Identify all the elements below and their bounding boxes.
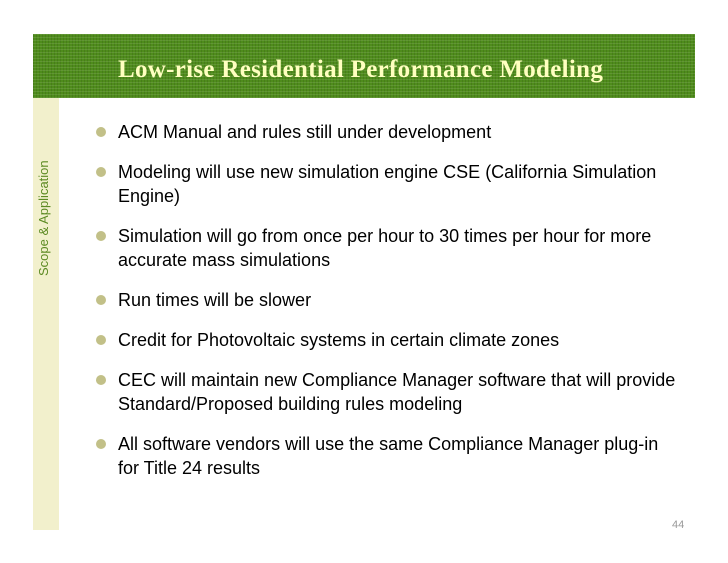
bullet-dot-icon bbox=[96, 375, 106, 385]
bullet-text: Credit for Photovoltaic systems in certain climate zones bbox=[118, 330, 560, 350]
page-number: 44 bbox=[672, 519, 685, 531]
bullet-list bbox=[96, 120, 676, 496]
bullet-item bbox=[96, 368, 676, 416]
bullet-text: CEC will maintain new Compliance Manager software that will provide Standard/Proposed building rules modeling bbox=[118, 370, 676, 414]
bullet-item bbox=[96, 120, 676, 144]
bullet-dot-icon bbox=[96, 295, 106, 305]
slide-title: Low-rise Residential Performance Modeling bbox=[118, 56, 604, 83]
bullet-text: Run times will be slower bbox=[118, 290, 312, 310]
bullet-text: Modeling will use new simulation engine CSE (California Simulation Engine) bbox=[118, 162, 657, 206]
bullet-dot-icon bbox=[96, 439, 106, 449]
bullet-item bbox=[96, 328, 676, 352]
bullet-item bbox=[96, 288, 676, 312]
bullet-dot-icon bbox=[96, 167, 106, 177]
bullet-text: ACM Manual and rules still under development bbox=[118, 122, 492, 142]
bullet-text: Simulation will go from once per hour to 30 times per hour for more accurate mass simulations bbox=[118, 226, 652, 270]
bullet-text: All software vendors will use the same Compliance Manager plug-in for Title 24 results bbox=[118, 434, 659, 478]
bullet-dot-icon bbox=[96, 335, 106, 345]
bullet-item bbox=[96, 224, 676, 272]
bullet-dot-icon bbox=[96, 127, 106, 137]
bullet-dot-icon bbox=[96, 231, 106, 241]
bullet-item bbox=[96, 432, 676, 480]
section-label: Scope & Application bbox=[36, 160, 51, 276]
bullet-item bbox=[96, 160, 676, 208]
